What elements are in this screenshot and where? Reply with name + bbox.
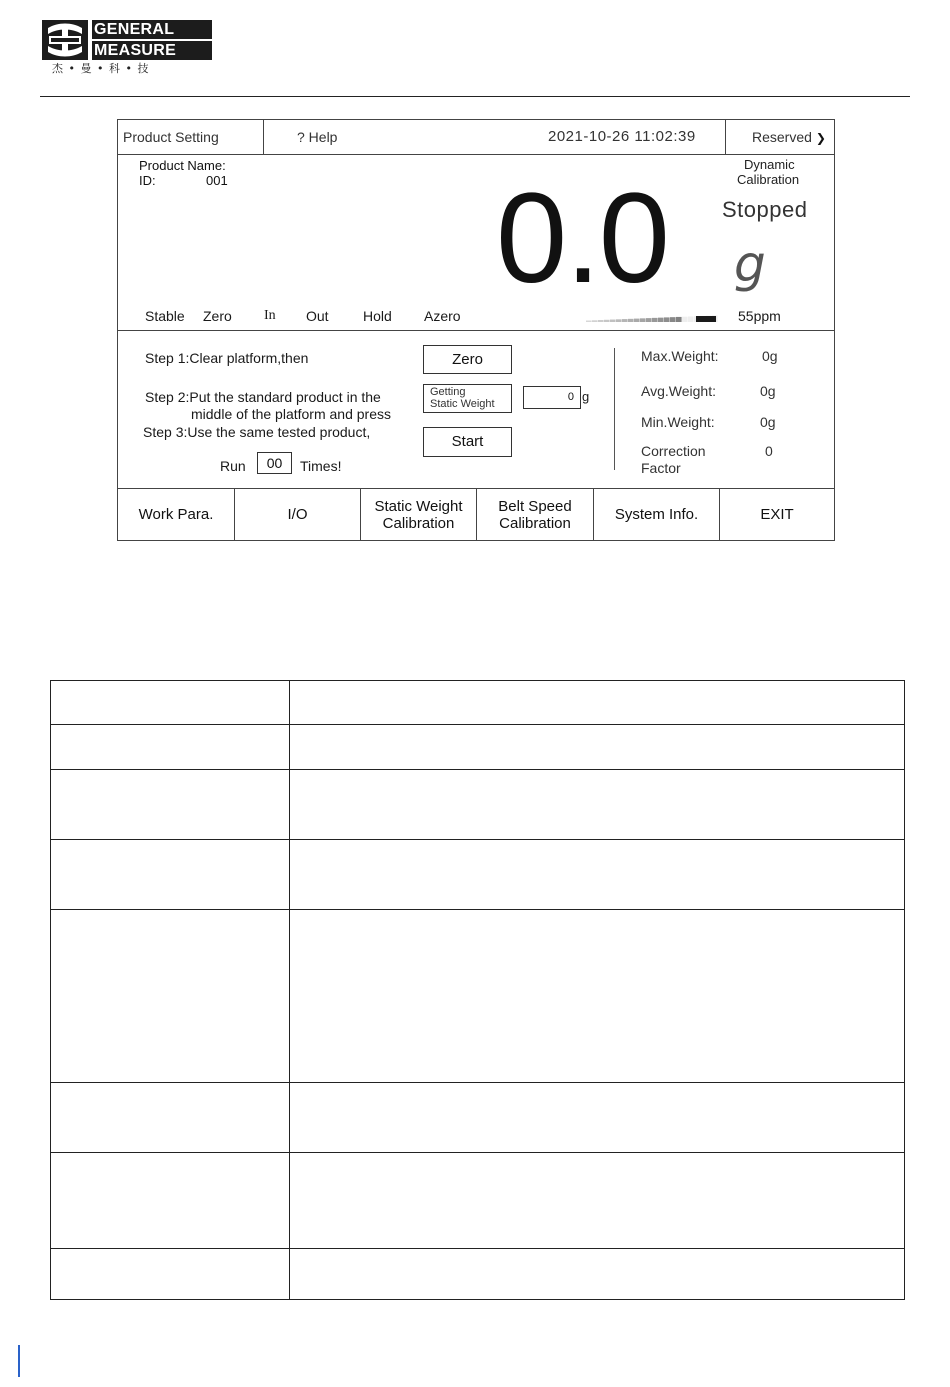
- avg-weight-label: Avg.Weight:: [641, 383, 716, 399]
- max-weight-value: 0g: [762, 348, 778, 364]
- tab-belt-line-1: Belt Speed: [498, 497, 572, 515]
- indicator-hold: Hold: [363, 308, 392, 324]
- signal-meter-segment: [616, 319, 622, 322]
- signal-meter-segment: [652, 318, 658, 322]
- reserved-button[interactable]: [752, 120, 826, 154]
- product-setting-button[interactable]: Product Setting: [123, 129, 219, 145]
- product-name-label: Product Name:: [139, 158, 226, 173]
- weight-display: 0.0: [496, 167, 668, 310]
- topbar-divider: [263, 120, 264, 154]
- get-static-weight-line-2: Static Weight: [430, 398, 495, 410]
- company-logo: [42, 20, 212, 60]
- tab-io[interactable]: I/O: [235, 489, 361, 540]
- speed-readout: 55ppm: [738, 308, 781, 324]
- table-row-divider: [51, 769, 904, 770]
- step-2-text-line-1: Step 2:Put the standard product in the: [145, 389, 381, 405]
- indicator-zero: Zero: [203, 308, 232, 324]
- signal-meter-segment: [676, 317, 682, 322]
- table-row-divider: [51, 724, 904, 725]
- signal-meter-segment: [646, 318, 652, 322]
- reserved-label: Reserved: [752, 129, 812, 145]
- min-weight-value: 0g: [760, 414, 776, 430]
- signal-meter-peak: [696, 316, 716, 322]
- logo-subtitle: 杰 • 曼 • 科 • 技: [52, 62, 150, 75]
- weight-unit: g: [734, 235, 766, 293]
- tab-static-weight-calibration[interactable]: [361, 489, 477, 540]
- correction-factor-value: 0: [765, 443, 773, 459]
- signal-meter-segment: [664, 317, 670, 322]
- start-button[interactable]: Start: [423, 427, 512, 457]
- indicator-azero: Azero: [424, 308, 461, 324]
- table-row-divider: [51, 909, 904, 910]
- get-static-weight-button[interactable]: [423, 384, 512, 413]
- signal-meter-segment: [658, 318, 664, 322]
- max-weight-label: Max.Weight:: [641, 348, 719, 364]
- table-row-divider: [51, 1152, 904, 1153]
- signal-strength-meter: [586, 312, 718, 324]
- table-row-divider: [51, 1248, 904, 1249]
- parameter-table: [50, 680, 905, 1300]
- step-3-text: Step 3:Use the same tested product,: [143, 424, 371, 440]
- top-bar: [118, 120, 834, 155]
- weighing-status-area: [118, 155, 834, 331]
- product-id-value: 001: [206, 173, 228, 188]
- tab-belt-speed-calibration[interactable]: [477, 489, 594, 540]
- signal-meter-segment: [622, 319, 628, 322]
- table-row-divider: [51, 1082, 904, 1083]
- header-rule: [40, 96, 910, 97]
- page-margin-marker: [18, 1345, 20, 1377]
- mode-line-2: Calibration: [737, 172, 800, 187]
- correction-factor-label-line-2: Factor: [641, 460, 681, 476]
- tab-belt-line-2: Calibration: [499, 514, 571, 532]
- exit-button[interactable]: EXIT: [760, 506, 794, 523]
- signal-meter-segment: [634, 319, 640, 322]
- step-1-text: Step 1:Clear platform,then: [145, 350, 309, 366]
- indicator-out: Out: [306, 308, 329, 324]
- run-count-input[interactable]: 00: [257, 452, 292, 474]
- signal-meter-segment: [688, 316, 694, 322]
- calibration-steps-area: [118, 331, 834, 489]
- signal-meter-segment: [586, 321, 592, 323]
- signal-meter-segment: [628, 319, 634, 322]
- logo-line-1: GENERAL: [92, 20, 212, 39]
- signal-meter-segment: [592, 320, 598, 322]
- run-state: Stopped: [722, 197, 808, 222]
- tab-static-line-2: Calibration: [382, 514, 455, 532]
- tab-system-info[interactable]: System Info.: [594, 489, 720, 540]
- device-screen: [117, 119, 835, 541]
- indicator-stable: Stable: [145, 308, 185, 324]
- product-id-label: ID:: [139, 173, 156, 188]
- avg-weight-value: 0g: [760, 383, 776, 399]
- correction-factor-label-line-1: Correction: [641, 443, 706, 459]
- logo-wordmark: [92, 20, 212, 60]
- table-column-divider: [289, 681, 290, 1299]
- signal-meter-segment: [604, 320, 610, 322]
- zero-button[interactable]: Zero: [423, 345, 512, 374]
- static-weight-field[interactable]: 0: [523, 386, 581, 409]
- static-weight-unit: g: [582, 389, 590, 404]
- signal-meter-segment: [670, 317, 676, 322]
- table-row-divider: [51, 839, 904, 840]
- topbar-divider: [725, 120, 726, 154]
- datetime-display: 2021-10-26 11:02:39: [548, 128, 696, 145]
- get-static-weight-line-1: Getting: [430, 386, 466, 398]
- signal-meter-segment: [610, 320, 616, 322]
- signal-meter-segment: [640, 318, 646, 322]
- steps-divider: [614, 348, 615, 470]
- min-weight-label: Min.Weight:: [641, 414, 715, 430]
- logo-mark-icon: [42, 20, 88, 60]
- tab-work-para[interactable]: Work Para.: [118, 489, 235, 540]
- indicator-in: In: [264, 308, 276, 323]
- help-button[interactable]: ? Help: [297, 129, 338, 145]
- signal-meter-segment: [682, 317, 688, 322]
- logo-line-2: MEASURE: [92, 41, 212, 60]
- step-2-text-line-2: middle of the platform and press: [191, 406, 391, 422]
- mode-line-1: Dynamic: [744, 157, 795, 172]
- times-label: Times!: [300, 458, 342, 474]
- chevron-right-icon: ❯: [815, 131, 826, 145]
- tab-static-line-1: Static Weight: [374, 497, 463, 515]
- signal-meter-segment: [598, 320, 604, 322]
- run-label: Run: [220, 458, 246, 474]
- bottom-tab-bar: [118, 489, 834, 540]
